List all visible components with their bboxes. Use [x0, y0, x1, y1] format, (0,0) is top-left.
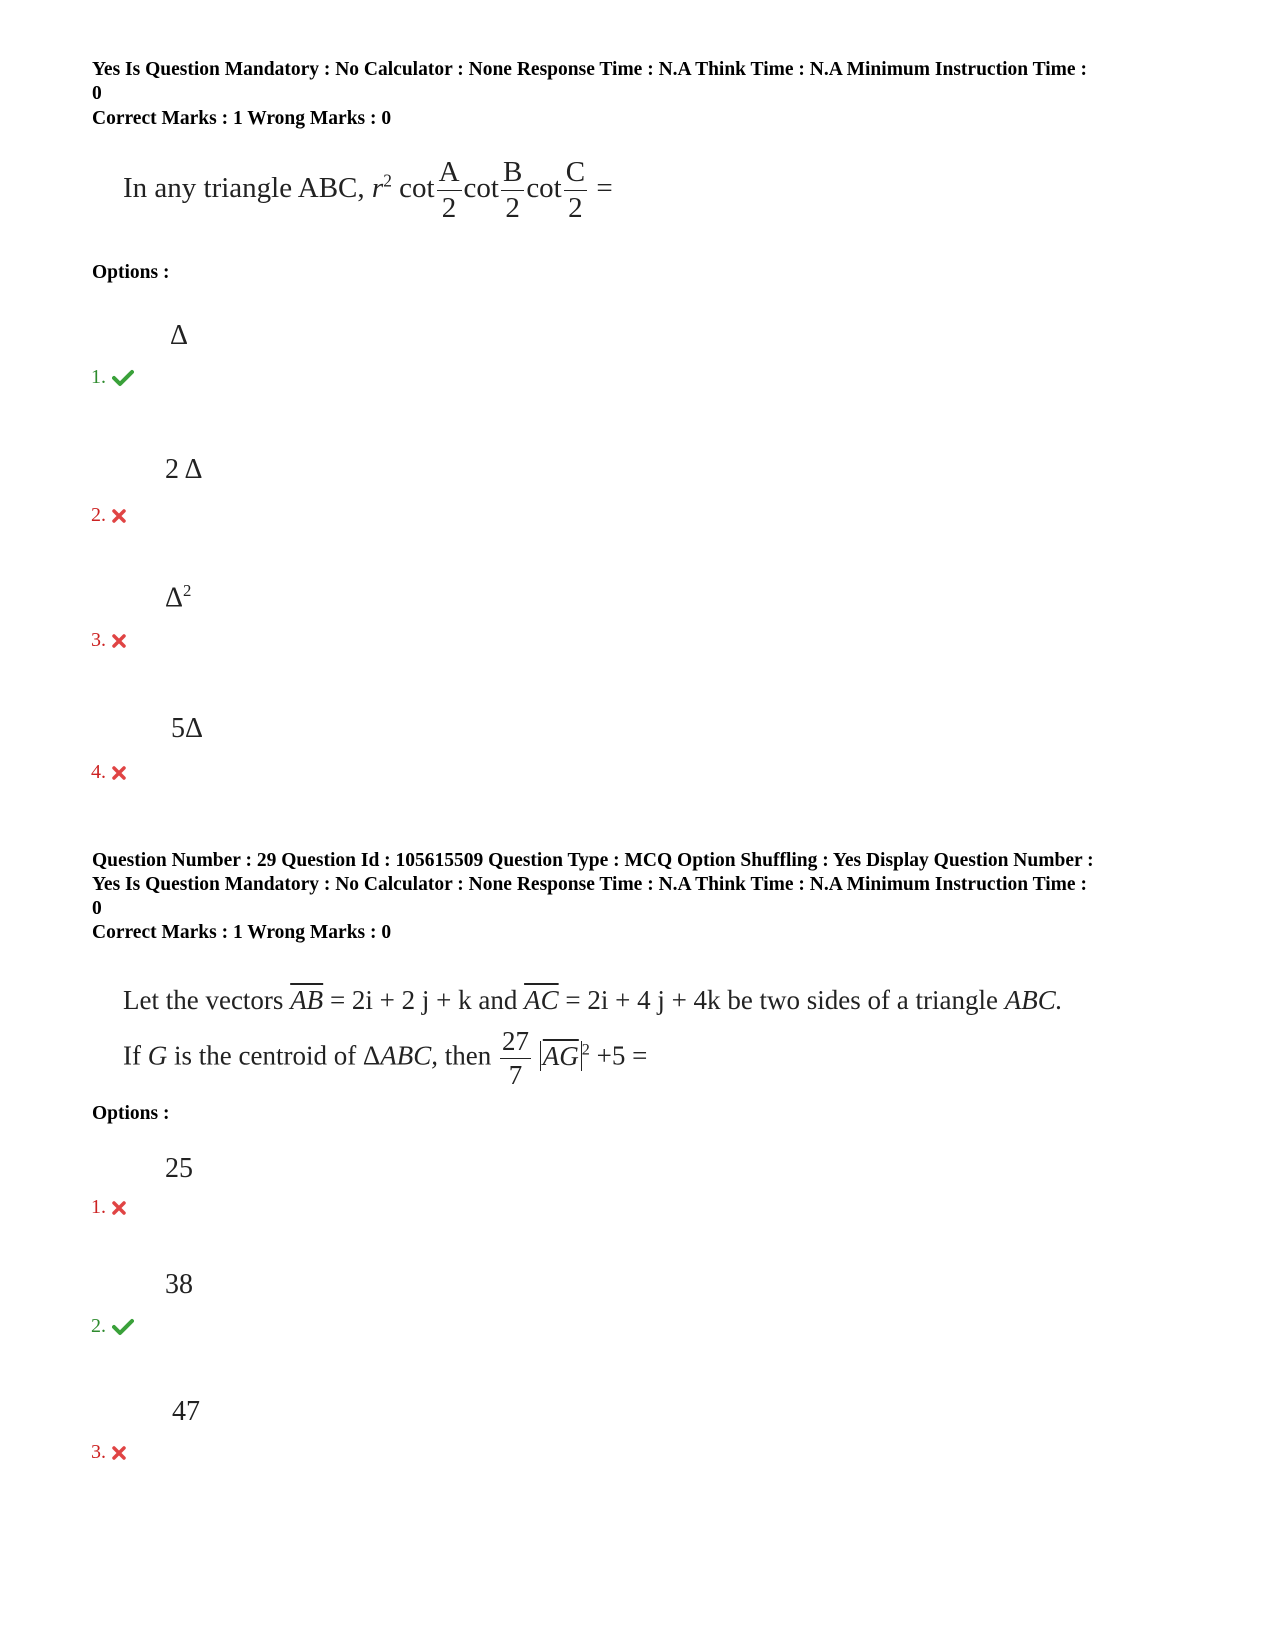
- q28-cot-2: cot: [463, 172, 499, 205]
- q28-cot-3: cot: [526, 172, 562, 205]
- q28-equals: =: [596, 172, 613, 205]
- q28-option-2[interactable]: [91, 504, 126, 527]
- check-icon: [112, 1318, 134, 1336]
- q29-tail: +5 =: [596, 1040, 648, 1071]
- q29-exp: 2: [581, 1040, 590, 1059]
- q29-option-1[interactable]: [91, 1196, 126, 1219]
- q28-frac-a: $\frac{A}{2}$: [438, 156, 460, 224]
- q29-option-2-number: 2.: [91, 1315, 106, 1337]
- q28-meta-line1: Yes Is Question Mandatory : No Calculator : None Response Time : N.A Think Time : N.A Minimum Instruction Time :: [92, 59, 1087, 80]
- q28-meta-line2: 0: [92, 83, 102, 104]
- cross-icon: [112, 766, 126, 780]
- q28-frac-b: $\frac{B}{2}$: [502, 156, 523, 224]
- cross-icon: [112, 634, 126, 648]
- q29-marks: Correct Marks : 1 Wrong Marks : 0: [92, 922, 392, 943]
- q29-meta-line3: 0: [92, 898, 102, 919]
- q28-option-3-number: 3.: [91, 629, 106, 651]
- q28-option-4-number: 4.: [91, 761, 106, 783]
- q28-option-2-number: 2.: [91, 504, 106, 526]
- q29-option-2-value: 38: [165, 1269, 193, 1300]
- q29-ac-expr: = 2i + 4 j + 4k: [565, 985, 721, 1015]
- check-icon: [112, 369, 134, 387]
- q29-vector-ac: $\overline{AC}$: [524, 985, 559, 1015]
- q28-cot-1: cot: [399, 172, 435, 205]
- q28-r-exp: 2: [383, 170, 392, 191]
- q28-statement: [123, 158, 613, 223]
- cross-icon: [112, 1201, 126, 1215]
- q28-options-label: Options :: [92, 262, 170, 283]
- q28-option-1-value: Δ: [170, 320, 189, 351]
- q28-option-1[interactable]: [91, 366, 134, 389]
- q29-ab-expr: = 2i + 2 j + k: [329, 985, 472, 1015]
- q29-options-label: Options :: [92, 1103, 170, 1124]
- q29-meta: [92, 849, 1202, 921]
- q29-abc: ABC.: [1004, 985, 1063, 1015]
- q29-g: G: [147, 1040, 168, 1071]
- q29-option-1-value: 25: [165, 1153, 193, 1184]
- q29-abs-ag: $\overline{AG}$: [540, 1041, 582, 1071]
- q29-line2-mid: is the centroid of Δ: [173, 1040, 381, 1071]
- q29-option-3-value: 47: [172, 1396, 200, 1427]
- cross-icon: [112, 1446, 126, 1460]
- cross-icon: [112, 509, 126, 523]
- q28-r: r: [371, 172, 384, 205]
- q29-abc2: ABC,: [380, 1040, 439, 1071]
- q29-option-3[interactable]: [91, 1441, 126, 1464]
- q29-statement-line1: [123, 985, 1063, 1016]
- q28-option-4-value: 5Δ: [171, 713, 204, 744]
- q28-option-4[interactable]: [91, 761, 126, 784]
- q28-frac-c: $\frac{C}{2}$: [565, 156, 586, 224]
- q28-option-2-value: 2 Δ: [165, 454, 203, 485]
- q29-line1-prefix: Let the vectors: [123, 985, 284, 1015]
- q28-meta: [92, 58, 1202, 106]
- q29-line2-prefix: If: [123, 1040, 141, 1071]
- q29-option-3-number: 3.: [91, 1441, 106, 1463]
- q28-option-1-number: 1.: [91, 366, 106, 388]
- q29-meta-line1: Question Number : 29 Question Id : 105615509 Question Type : MCQ Option Shuffling : Yes Display Question Number :: [92, 850, 1094, 871]
- q28-option-3[interactable]: [91, 629, 126, 652]
- q29-option-1-number: 1.: [91, 1196, 106, 1218]
- q29-meta-line2: Yes Is Question Mandatory : No Calculator : None Response Time : N.A Think Time : N.A Minimum Instruction Time :: [92, 874, 1087, 895]
- q28-stmt-prefix: In any triangle ABC,: [123, 172, 365, 205]
- q28-marks: Correct Marks : 1 Wrong Marks : 0: [92, 108, 392, 129]
- q29-fraction: $\frac{27}{7}$: [502, 1026, 530, 1090]
- q28-option-3-value: $\Delta^2$: [165, 581, 192, 614]
- q29-and: and: [478, 985, 518, 1015]
- q29-statement-line2: [123, 1028, 647, 1089]
- q29-line1-suffix: be two sides of a triangle: [727, 985, 998, 1015]
- q29-vector-ab: $\overline{AB}$: [290, 985, 324, 1015]
- q29-option-2[interactable]: [91, 1315, 134, 1338]
- q29-then: then: [444, 1040, 492, 1071]
